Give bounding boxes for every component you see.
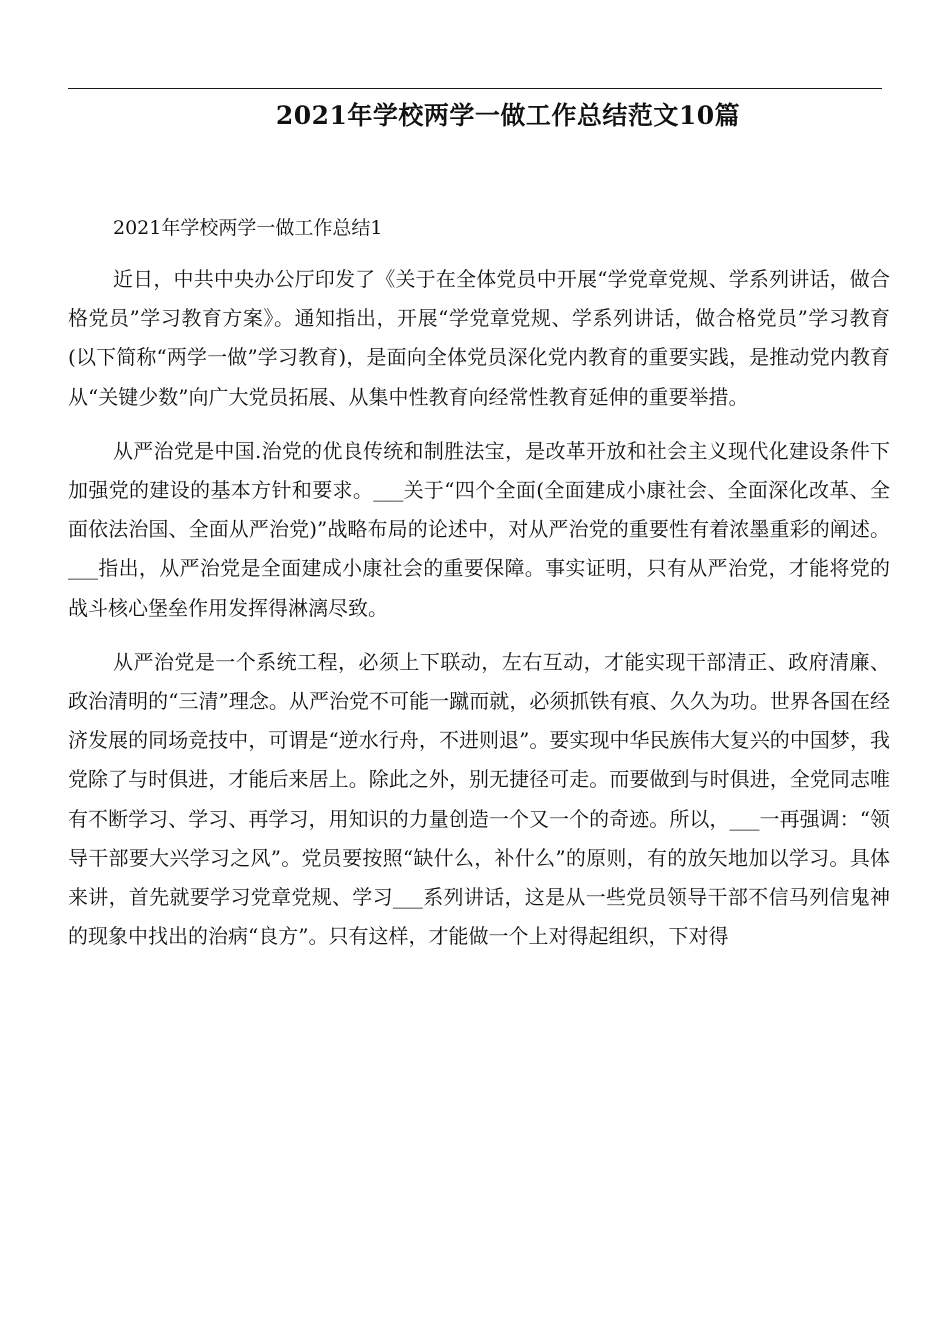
document-title: 2021年学校两学一做工作总结范文10篇 <box>275 101 741 130</box>
header-rule <box>68 88 882 89</box>
paragraph-2: 从严治党是中国.治党的优良传统和制胜法宝，是改革开放和社会主义现代化建设条件下加强党的建设的基本方针和要求。___关于“四个全面(全面建成小康社会、全面深化改革、全面依法治国、全面从严治党)”战略布局的论述中，对从严治党的重要性有着浓墨重彩的阐述。___指出，从严治党是全面建成小康社会的重要保障。事实证明，只有从严治党，才能将党的战斗核心堡垒作用发挥得淋漓尽致。 <box>68 438 890 620</box>
document-body <box>68 210 890 971</box>
section-heading: 2021年学校两学一做工作总结1 <box>113 217 383 239</box>
paragraph-1: 近日，中共中央办公厅印发了《关于在全体党员中开展“学党章党规、学系列讲话，做合格党员”学习教育方案》。通知指出，开展“学党章党规、学系列讲话，做合格党员”学习教育(以下简称“两学一做”学习教育)，是面向全体党员深化党内教育的重要实践，是推动党内教育从“关键少数”向广大党员拓展、从集中性教育向经常性教育延伸的重要举措。 <box>68 267 890 409</box>
paragraph-3: 从严治党是一个系统工程，必须上下联动，左右互动，才能实现干部清正、政府清廉、政治清明的“三清”理念。从严治党不可能一蹴而就，必须抓铁有痕、久久为功。世界各国在经济发展的同场竞技中，可谓是“逆水行舟，不进则退”。要实现中华民族伟大复兴的中国梦，我党除了与时俱进，才能后来居上。除此之外，别无捷径可走。而要做到与时俱进，全党同志唯有不断学习、学习、再学习，用知识的力量创造一个又一个的奇迹。所以，___一再强调：“领导干部要大兴学习之风”。党员要按照“缺什么，补什么”的原则，有的放矢地加以学习。具体来讲，首先就要学习党章党规、学习___系列讲话，这是从一些党员领导干部不信马列信鬼神的现象中找出的治病“良方”。只有这样，才能做一个上对得起组织，下对得 <box>68 649 890 949</box>
